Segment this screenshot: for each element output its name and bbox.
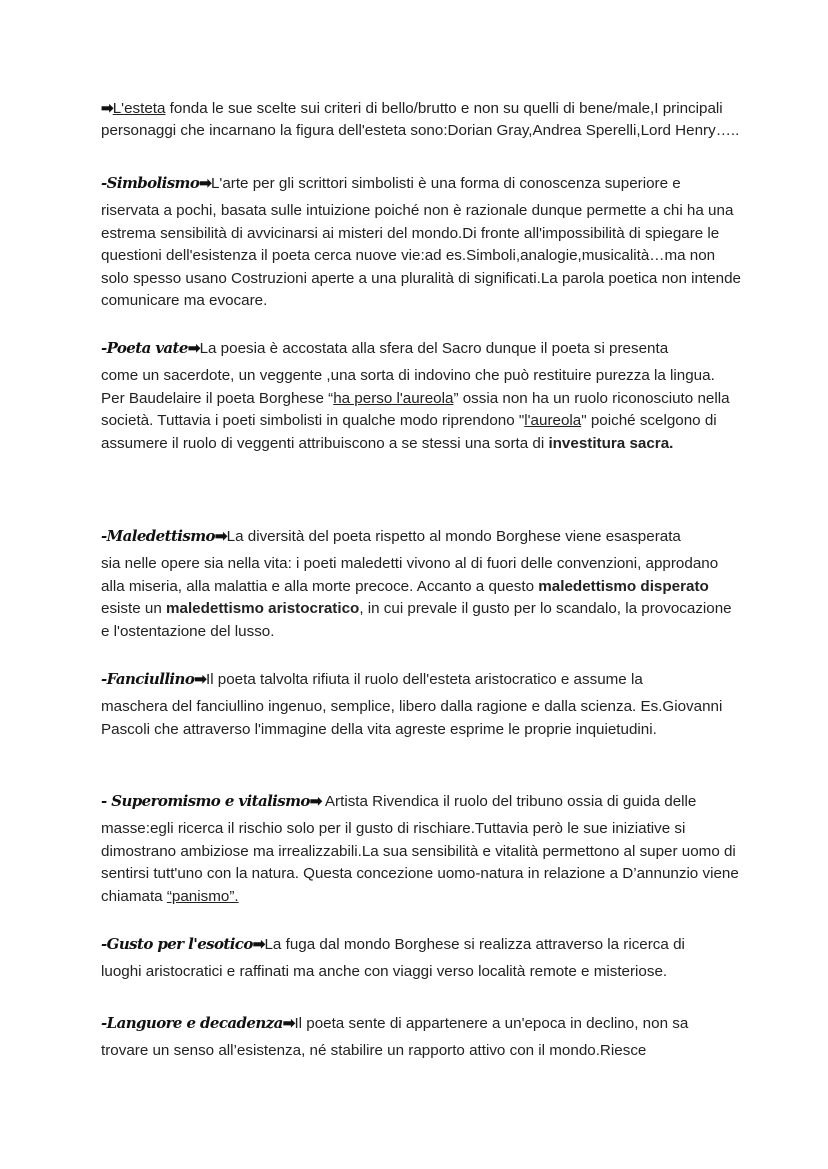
arrow-icon: ➡: [199, 175, 211, 192]
heading-esotico: -Gusto per l'esotico: [101, 935, 253, 953]
poeta-vate-line1: La poesia è accostata alla sfera del Sacro dunque il poeta si presenta: [199, 340, 669, 357]
poeta-vate-text: come un sacerdote, un veggente ,una sorta di indovino che può restituire purezza la lingua.: [101, 367, 715, 385]
arrow-icon: ➡: [194, 671, 206, 688]
simbolismo-text: riservata a pochi, basata sulle intuizione poiché non è razionale dunque permette a chi ha una estrema sensibilità di avvicinarsi ai misteri del mondo.Di fronte all'impossibilità di spiegare le questioni dell'esistenza il poeta cerca nuove vie:ad es.Simboli,analogie,musicalità…ma non solo spesso usano Costruzioni aperte a una pluralità di significati.La parola poetica non intende comunicare ma evocare.: [101, 202, 741, 310]
arrow-icon: ➡: [309, 793, 322, 810]
fanciullino-line1: Il poeta talvolta rifiuta il ruolo dell'esteta aristocratico e assume la: [205, 671, 643, 688]
maledettismo-disperato: maledettismo disperato: [538, 577, 709, 595]
maledettismo-aristocratico: maledettismo aristocratico: [166, 600, 360, 618]
arrow-icon: ➡: [282, 1015, 295, 1032]
arrow-icon: ➡: [187, 340, 200, 357]
poeta-vate-p2-c: " poiché scelgono di assumere il ruolo di veggenti attribuiscono a se stessi una sorta di: [101, 412, 717, 452]
maledettismo-text-a: sia nelle opere sia nella vita: i poeti maledetti vivono al di fuori delle convenzioni, approdano alla miseria, alla malattia e alla morte precoce. Accanto a questo: [101, 555, 719, 595]
section-fanciullino: [101, 668, 741, 741]
link-aureola: l'aureola: [524, 412, 582, 430]
link-ha-perso-aureola: ha perso l'aureola: [333, 389, 454, 407]
arrow-icon: ➡: [214, 528, 227, 545]
section-maledettismo: [101, 525, 741, 643]
maledettismo-line1: La diversità del poeta rispetto al mondo Borghese viene esasperata: [226, 528, 681, 545]
languore-line1: Il poeta sente di appartenere a un'epoca in declino, non sa: [294, 1015, 689, 1032]
fanciullino-text: maschera del fanciullino ingenuo, semplice, libero dalla ragione e dalla scienza. Es.Giovanni Pascoli che attraverso l'immagine della vita agreste esprime le proprie inquietudini.: [101, 698, 723, 738]
section-poeta-vate: [101, 337, 741, 455]
panismo: “panismo”.: [166, 887, 239, 905]
section-esteta: [101, 98, 741, 143]
poeta-vate-p2-b: ” ossia non ha un ruolo riconosciuto nella società. Tuttavia i poeti simbolisti in qualche modo riprendono ": [101, 389, 730, 430]
poeta-vate-p2-a: Per Baudelaire il poeta Borghese “: [101, 389, 334, 407]
section-languore: [101, 1012, 741, 1063]
arrow-icon: ➡: [101, 100, 113, 117]
esotico-line1: La fuga dal mondo Borghese si realizza attraverso la ricerca di: [264, 936, 685, 953]
maledettismo-text-c: , in cui prevale il gusto per lo scandalo, la provocazione e l'ostentazione del lusso.: [101, 600, 732, 640]
simbolismo-line1: L'arte per gli scrittori simbolisti è una forma di conoscenza superiore e: [210, 175, 681, 192]
investitura-sacra: investitura sacra.: [548, 434, 674, 452]
superomismo-line1: Artista Rivendica il ruolo del tribuno ossia di guida delle: [321, 793, 697, 810]
esotico-text: luoghi aristocratici e raffinati ma anche con viaggi verso località remote e misteriose.: [101, 963, 668, 981]
heading-languore: -Languore e decadenza: [101, 1014, 283, 1032]
heading-maledettismo: -Maledettismo: [101, 527, 215, 545]
heading-simbolismo: -Simbolismo: [101, 174, 200, 192]
esteta-text: fonda le sue scelte sui criteri di bello/brutto e non su quelli di bene/male,I principali personaggi che incarnano la figura dell'esteta sono:Dorian Gray,Andrea Sperelli,Lord Henry…..: [101, 100, 740, 140]
section-esotico: [101, 933, 741, 984]
arrow-icon: ➡: [252, 936, 265, 953]
maledettismo-text-b: esiste un: [101, 600, 167, 618]
heading-superomismo: - Superomismo e vitalismo: [101, 792, 310, 810]
term-esteta: L'esteta: [112, 100, 166, 117]
section-simbolismo: [101, 172, 741, 312]
section-superomismo: [101, 790, 741, 908]
languore-text: trovare un senso all’esistenza, né stabilire un rapporto attivo con il mondo.Riesce: [101, 1042, 647, 1060]
superomismo-text: masse:egli ricerca il rischio solo per il gusto di rischiare.Tuttavia però le sue iniziative si dimostrano ambiziose ma irrealizzabili.La sua sensibilità e vitalità permettono al super uomo di sentirsi tutt'uno con la natura. Questa concezione uomo-natura in relazione a D’annunzio viene chiamata: [101, 820, 739, 905]
heading-fanciullino: -Fanciullino: [101, 670, 195, 688]
heading-poeta-vate: -Poeta vate: [101, 339, 188, 357]
